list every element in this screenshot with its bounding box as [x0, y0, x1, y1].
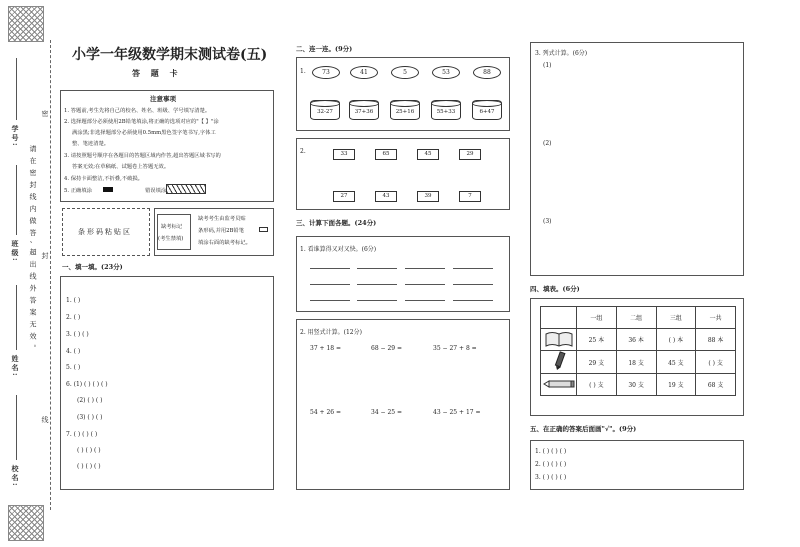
barcode-label: 条形码粘贴区: [78, 228, 132, 236]
note-5-label: 5. 正确填涂: [64, 188, 92, 194]
sec5-row-3[interactable]: 3. ( ) ( ) ( ): [535, 474, 567, 481]
square-7[interactable]: 7: [459, 191, 481, 202]
class-label: 班级:: [11, 240, 20, 263]
school-label: 校名:: [11, 465, 20, 488]
table-header-group3: 三组: [656, 307, 696, 329]
sec1-row-1[interactable]: 1. ( ): [66, 297, 81, 304]
calc-2: 68 − 29 =: [371, 345, 403, 352]
absent-label-box: [157, 214, 191, 250]
square-39[interactable]: 39: [417, 191, 439, 202]
table-row: [541, 351, 736, 374]
corner-hatch-top-left: [8, 6, 44, 42]
pen-icon: [541, 351, 577, 374]
sec1-row-7-2[interactable]: ( ) ( ) ( ): [77, 447, 101, 454]
sec1-row-5[interactable]: 5. ( ): [66, 364, 81, 371]
sec5-title: 五、在正确的答案后面画"√"。(9分): [530, 425, 637, 433]
answer-line[interactable]: [405, 300, 445, 301]
sec1-row-7-3[interactable]: ( ) ( ) ( ): [77, 463, 101, 470]
oval-88[interactable]: 88: [473, 66, 501, 79]
name-line[interactable]: [16, 285, 17, 350]
sec5-row-2[interactable]: 2. ( ) ( ) ( ): [535, 461, 567, 468]
q3-item-3[interactable]: (3): [543, 218, 552, 225]
note-3: 3. 请按照题号顺序在各题目的答题区域内作答,超出答题区域书写的: [64, 153, 221, 159]
table-cell: 19 支: [656, 374, 696, 396]
cyl-37+36[interactable]: 37+36: [349, 100, 379, 120]
sec2-q1-num: 1.: [300, 68, 306, 75]
cyl-6+47[interactable]: 6+47: [472, 100, 502, 120]
q3-item-1[interactable]: (1): [543, 62, 552, 69]
note-1: 1. 答题前,考生先将自己的校名、姓名、班级、学号填写清楚。: [64, 108, 211, 114]
wrong-fill-samples: [166, 184, 206, 194]
answer-line[interactable]: [310, 300, 350, 301]
absent-label-note: (考生禁填): [158, 236, 184, 242]
square-65[interactable]: 65: [375, 149, 397, 160]
seal-text: 请在密封线内做答,超出线外答案无效。: [29, 145, 37, 357]
sec3-q1-title: 1. 看谁算得又对又快。(6分): [300, 246, 377, 253]
seal-char-feng: 封: [41, 252, 49, 261]
absent-desc-3: 填涂右面的缺考标记。: [198, 240, 251, 246]
answer-line[interactable]: [405, 284, 445, 285]
answer-line[interactable]: [357, 284, 397, 285]
notes-heading: 注意事项: [150, 95, 176, 103]
square-33[interactable]: 33: [333, 149, 355, 160]
table-cell: 68 支: [696, 374, 736, 396]
sec2-title: 二、连一连。(9分): [296, 45, 353, 53]
sec1-row-6[interactable]: 6. (1) ( ) ( ) ( ): [66, 381, 108, 388]
table-row: [541, 374, 736, 396]
note-3b: 答案无效;在草稿纸、试题卷上答题无效。: [72, 164, 170, 170]
table-header-group1: 一组: [577, 307, 617, 329]
table-cell: 30 支: [616, 374, 656, 396]
sec1-title: 一、填一填。(23分): [62, 263, 123, 271]
absent-mark-cell[interactable]: [259, 227, 268, 232]
answer-line[interactable]: [310, 284, 350, 285]
square-45[interactable]: 45: [417, 149, 439, 160]
oval-73[interactable]: 73: [312, 66, 340, 79]
page-title: 小学一年级数学期末测试卷(五): [72, 47, 268, 63]
sec2-q2-num: 2.: [300, 148, 306, 155]
answer-line[interactable]: [453, 284, 493, 285]
wrong-fill-label: 错误填涂: [145, 188, 167, 194]
calc-1: 37 + 18 =: [310, 345, 342, 352]
square-29[interactable]: 29: [459, 149, 481, 160]
absent-label: 缺考标记: [161, 224, 183, 230]
table-header-total: 一共: [696, 307, 736, 329]
corner-hatch-bottom-left: [8, 505, 44, 541]
table-header-row: [541, 307, 736, 329]
table-cell: 25 本: [577, 329, 617, 351]
table-cell: 45 支: [656, 351, 696, 374]
table-cell: 36 本: [616, 329, 656, 351]
answer-line[interactable]: [453, 300, 493, 301]
oval-41[interactable]: 41: [350, 66, 378, 79]
sec1-row-3[interactable]: 3. ( ) ( ): [66, 331, 89, 338]
answer-card-label: 答 题 卡: [132, 68, 182, 78]
table-row: [541, 329, 736, 351]
fill-table: [540, 306, 736, 396]
absent-desc-2: 条形码,并用2B铅笔: [198, 228, 245, 234]
answer-line[interactable]: [405, 268, 445, 269]
seal-char-mi: 密: [41, 110, 49, 119]
table-cell-blank[interactable]: ( ) 支: [696, 351, 736, 374]
answer-line[interactable]: [453, 268, 493, 269]
table-cell: 88 本: [696, 329, 736, 351]
note-2: 2. 选择题部分必须使用2B铅笔填涂,将正确的选项对应的"【 】"涂: [64, 119, 219, 125]
sec1-row-6-3[interactable]: (3) ( ) ( ): [77, 414, 103, 421]
correct-fill-sample: [103, 187, 113, 192]
calc-3: 35 − 27 + 8 =: [433, 345, 477, 352]
answer-line[interactable]: [310, 268, 350, 269]
table-cell-blank[interactable]: ( ) 本: [656, 329, 696, 351]
square-43[interactable]: 43: [375, 191, 397, 202]
sec3-q2-title: 2. 用竖式计算。(12分): [300, 329, 362, 336]
seal-char-xian: 线: [41, 416, 49, 425]
note-2b: 满涂黑;非选择题部分必须使用0.5mm黑色签字笔书写,字体工: [72, 130, 216, 136]
cyl-55+33[interactable]: 55+33: [431, 100, 461, 120]
seal-line: [50, 40, 51, 510]
sec4-title: 四、填表。(6分): [530, 285, 580, 293]
oval-5[interactable]: 5: [391, 66, 419, 79]
oval-53[interactable]: 53: [432, 66, 460, 79]
sec1-row-2[interactable]: 2. ( ): [66, 314, 81, 321]
class-line[interactable]: [16, 165, 17, 235]
school-line[interactable]: [16, 395, 17, 460]
calc-5: 34 − 25 =: [371, 409, 403, 416]
note-4: 4. 保持卡面整洁,不折叠,不破损。: [64, 176, 143, 182]
calc-6: 43 − 25 + 17 =: [433, 409, 481, 416]
sec5-row-1[interactable]: 1. ( ) ( ) ( ): [535, 448, 567, 455]
square-27[interactable]: 27: [333, 191, 355, 202]
table-header-blank: [541, 307, 577, 329]
answer-line[interactable]: [357, 300, 397, 301]
student-id-label: 学号:: [11, 125, 20, 148]
cyl-25+16[interactable]: 25+16: [390, 100, 420, 120]
q3-item-2[interactable]: (2): [543, 140, 552, 147]
sec3-q3-title: 3. 列式计算。(6分): [535, 50, 588, 57]
sec3-q3-box: [530, 42, 744, 276]
table-cell: 29 支: [577, 351, 617, 374]
student-id-line[interactable]: [16, 58, 17, 120]
pencil-icon: [541, 374, 577, 396]
absent-desc-1: 缺考考生由监考员贴: [198, 216, 246, 222]
table-cell: 18 支: [616, 351, 656, 374]
answer-line[interactable]: [357, 268, 397, 269]
table-header-group2: 二组: [616, 307, 656, 329]
sec3-title: 三、计算下面各题。(24分): [296, 219, 377, 227]
table-cell-blank[interactable]: ( ) 支: [577, 374, 617, 396]
cyl-32-27[interactable]: 32-27: [310, 100, 340, 120]
sec1-row-6-2[interactable]: (2) ( ) ( ): [77, 397, 103, 404]
book-icon: [541, 329, 577, 351]
note-2c: 整、笔迹清楚。: [72, 141, 110, 147]
name-label: 姓名:: [11, 355, 20, 378]
calc-4: 54 + 26 =: [310, 409, 342, 416]
sec1-row-4[interactable]: 4. ( ): [66, 348, 81, 355]
sec1-row-7[interactable]: 7. ( ) ( ) ( ): [66, 431, 98, 438]
